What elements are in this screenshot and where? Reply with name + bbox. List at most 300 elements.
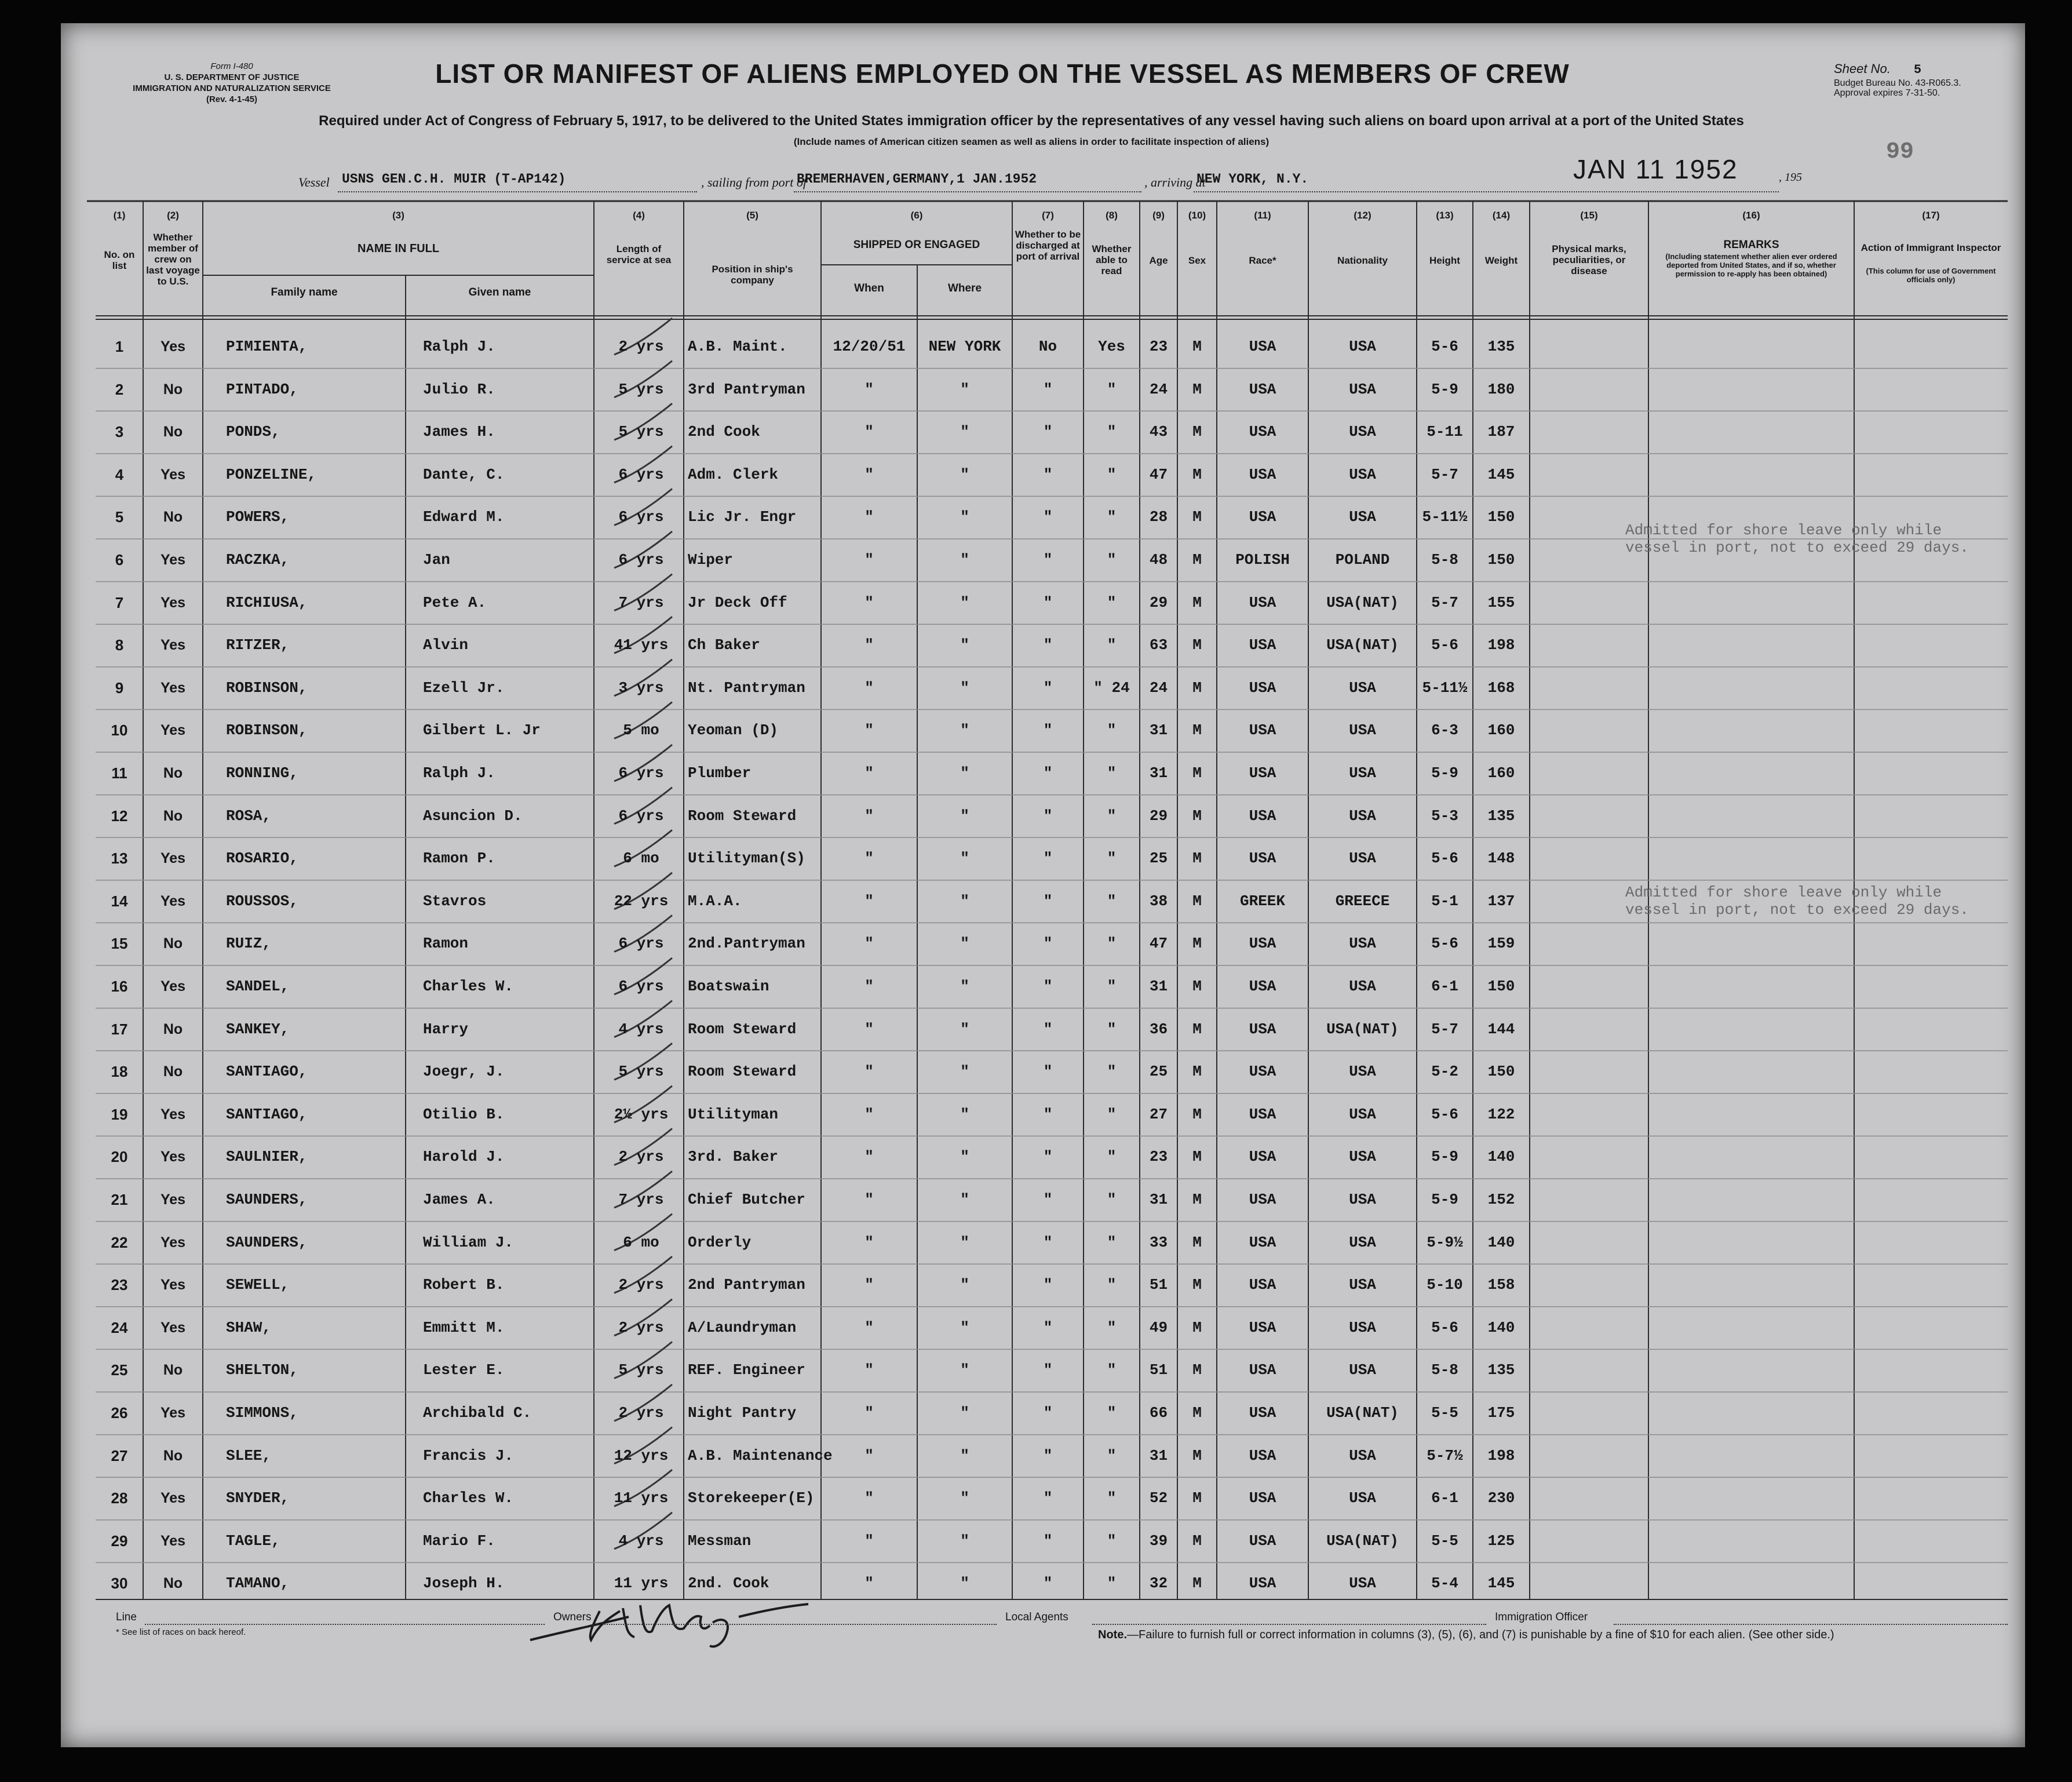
- cell-family: ROUSSOS,: [226, 892, 298, 910]
- cell-discharged: ": [1043, 1233, 1053, 1251]
- cell-position: Night Pantry: [688, 1404, 797, 1422]
- cell-service: 11 yrs: [614, 1489, 669, 1507]
- cell-age: 28: [1149, 508, 1168, 526]
- cell-no: 9: [115, 679, 124, 697]
- cell-service: 6 yrs: [618, 551, 664, 569]
- cell-sex: M: [1192, 593, 1202, 611]
- cell-no: 7: [115, 593, 124, 611]
- cell-when: ": [864, 1404, 874, 1422]
- cell-age: 51: [1149, 1276, 1168, 1294]
- cell-height: 5-9½: [1427, 1233, 1463, 1251]
- cell-family: SAUNDERS,: [226, 1191, 308, 1208]
- cell-given: Edward M.: [423, 508, 505, 526]
- cell-sex: M: [1192, 423, 1202, 441]
- cell-family: RITZER,: [226, 636, 290, 654]
- cell-family: TAMANO,: [226, 1575, 290, 1592]
- cell-read: ": [1107, 978, 1117, 995]
- sheet-number: 5: [1913, 63, 1922, 77]
- remark-row-6: Admitted for shore leave only while vessel in port, not to exceed 29 days.: [1625, 522, 1969, 556]
- cell-crew: No: [163, 807, 183, 824]
- cell-discharged: ": [1043, 935, 1053, 953]
- cell-given: William J.: [423, 1233, 514, 1251]
- cell-age: 36: [1149, 1020, 1168, 1038]
- cell-crew: Yes: [160, 722, 186, 739]
- cell-position: Wiper: [688, 551, 734, 569]
- cell-no: 19: [111, 1105, 128, 1123]
- cell-race: USA: [1249, 850, 1276, 868]
- cell-read: ": [1107, 380, 1117, 398]
- cell-position: Jr Deck Off: [688, 593, 787, 611]
- cell-position: 2nd. Cook: [688, 1575, 769, 1592]
- cell-crew: No: [163, 381, 183, 398]
- cell-service: 11 yrs: [614, 1575, 669, 1592]
- cell-height: 5-8: [1431, 1361, 1458, 1379]
- cell-where: ": [960, 1191, 969, 1208]
- cell-no: 12: [111, 807, 128, 825]
- cell-service: 6 yrs: [618, 465, 664, 483]
- cell-where: ": [960, 807, 969, 825]
- cell-service: 6 yrs: [618, 978, 664, 995]
- cell-height: 5-6: [1431, 338, 1458, 355]
- col-1-header: No. on list: [104, 249, 135, 271]
- cell-discharged: ": [1043, 850, 1053, 868]
- cell-nationality: USA: [1349, 1361, 1376, 1379]
- form-subtitle: Required under Act of Congress of February 5, 1917, to be delivered to the United States immigration officer by the representatives of any vessel having such aliens on board upon arrival at a port of the United States: [319, 113, 1744, 129]
- cell-given: Lester E.: [423, 1361, 505, 1379]
- cell-sex: M: [1192, 1020, 1202, 1038]
- cell-crew: Yes: [160, 1106, 186, 1123]
- cell-when: ": [864, 1276, 874, 1294]
- cell-sex: M: [1192, 764, 1202, 782]
- cell-discharged: ": [1043, 380, 1053, 398]
- cell-when: ": [864, 807, 874, 825]
- cell-given: James H.: [423, 423, 495, 441]
- cell-position: M.A.A.: [688, 892, 742, 910]
- footer-owners-label: Owners: [553, 1611, 592, 1623]
- cell-discharged: ": [1043, 1063, 1053, 1081]
- vessel-name: USNS GEN.C.H. MUIR (T-AP142): [342, 172, 566, 187]
- cell-position: 3rd. Baker: [688, 1148, 779, 1166]
- cell-when: ": [864, 1063, 874, 1081]
- cell-weight: 140: [1487, 1148, 1515, 1166]
- cell-no: 25: [111, 1361, 128, 1379]
- cell-crew: No: [163, 1063, 183, 1080]
- cell-when: ": [864, 1446, 874, 1464]
- cell-no: 18: [111, 1063, 128, 1081]
- cell-when: ": [864, 380, 874, 398]
- cell-nationality: USA: [1349, 935, 1376, 953]
- cell-age: 27: [1149, 1105, 1168, 1123]
- cell-age: 23: [1149, 338, 1168, 355]
- cell-service: 2 yrs: [618, 1148, 664, 1166]
- cell-weight: 150: [1487, 978, 1515, 995]
- cell-when: ": [864, 1020, 874, 1038]
- cell-given: Asuncion D.: [423, 807, 523, 825]
- cell-service: 3 yrs: [618, 679, 664, 697]
- cell-read: ": [1107, 636, 1117, 654]
- cell-height: 5-5: [1431, 1404, 1458, 1422]
- cell-sex: M: [1192, 508, 1202, 526]
- col-15-header: Physical marks, peculiarities, or disease: [1552, 243, 1626, 276]
- cell-no: 21: [111, 1191, 128, 1208]
- form-number: Form I-480: [210, 61, 253, 71]
- cell-crew: Yes: [160, 850, 186, 867]
- cell-read: ": [1107, 721, 1117, 739]
- cell-family: RACZKA,: [226, 551, 290, 569]
- cell-given: Joegr, J.: [423, 1063, 505, 1081]
- cell-age: 48: [1149, 551, 1168, 569]
- cell-read: ": [1107, 807, 1117, 825]
- cell-discharged: ": [1043, 1404, 1053, 1422]
- cell-when: 12/20/51: [833, 338, 906, 355]
- cell-where: ": [960, 1404, 969, 1422]
- cell-given: Ralph J.: [423, 764, 495, 782]
- cell-age: 47: [1149, 935, 1168, 953]
- cell-weight: 158: [1487, 1276, 1515, 1294]
- cell-discharged: ": [1043, 721, 1053, 739]
- cell-when: ": [864, 1233, 874, 1251]
- cell-race: USA: [1249, 423, 1276, 441]
- cell-crew: Yes: [160, 1234, 186, 1251]
- cell-given: Julio R.: [423, 380, 495, 398]
- col-family-header: Family name: [271, 286, 338, 298]
- col-15-number: (15): [1580, 210, 1598, 221]
- cell-no: 16: [111, 978, 128, 995]
- cell-nationality: USA(NAT): [1326, 1020, 1399, 1038]
- col-13-header: Height: [1429, 255, 1460, 266]
- cell-given: Emmitt M.: [423, 1318, 505, 1336]
- col-2-number: (2): [167, 210, 179, 221]
- cell-nationality: POLAND: [1335, 551, 1390, 569]
- cell-service: 2 yrs: [618, 1318, 664, 1336]
- cell-nationality: USA: [1349, 1276, 1376, 1294]
- cell-race: GREEK: [1239, 892, 1285, 910]
- cell-read: ": [1107, 1575, 1117, 1592]
- cell-where: ": [960, 1575, 969, 1592]
- cell-nationality: USA: [1349, 423, 1376, 441]
- cell-position: Chief Butcher: [688, 1191, 805, 1208]
- cell-crew: Yes: [160, 1490, 186, 1507]
- cell-position: Adm. Clerk: [688, 465, 779, 483]
- cell-discharged: ": [1043, 1318, 1053, 1336]
- cell-given: Mario F.: [423, 1532, 495, 1550]
- cell-family: SANTIAGO,: [226, 1063, 308, 1081]
- cell-nationality: USA: [1349, 380, 1376, 398]
- cell-sex: M: [1192, 807, 1202, 825]
- cell-sex: M: [1192, 1233, 1202, 1251]
- col-16-number: (16): [1742, 210, 1760, 221]
- cell-race: USA: [1249, 1063, 1276, 1081]
- col-17-header: Action of Immigrant Inspector: [1861, 242, 2001, 253]
- cell-crew: No: [163, 1021, 183, 1037]
- col-3-number: (3): [392, 210, 404, 221]
- cell-where: ": [960, 1063, 969, 1081]
- cell-age: 33: [1149, 1233, 1168, 1251]
- cell-age: 31: [1149, 764, 1168, 782]
- cell-read: ": [1107, 423, 1117, 441]
- cell-age: 25: [1149, 850, 1168, 868]
- cell-discharged: ": [1043, 1446, 1053, 1464]
- cell-race: USA: [1249, 636, 1276, 654]
- cell-age: 63: [1149, 636, 1168, 654]
- cell-nationality: USA(NAT): [1326, 1404, 1399, 1422]
- cell-where: ": [960, 1105, 969, 1123]
- cell-position: A.B. Maint.: [688, 338, 787, 355]
- cell-crew: Yes: [160, 679, 186, 696]
- cell-weight: 135: [1487, 1361, 1515, 1379]
- cell-service: 5 yrs: [618, 1063, 664, 1081]
- cell-discharged: ": [1043, 1532, 1053, 1550]
- cell-position: Yeoman (D): [688, 721, 779, 739]
- cell-weight: 152: [1487, 1191, 1515, 1208]
- col-4-number: (4): [633, 210, 645, 221]
- col-7-number: (7): [1042, 210, 1054, 221]
- cell-family: SHELTON,: [226, 1361, 298, 1379]
- manifest-sheet: [61, 23, 2025, 1747]
- col-6-number: (6): [910, 210, 923, 221]
- cell-nationality: USA: [1349, 1318, 1376, 1336]
- cell-race: USA: [1249, 679, 1276, 697]
- cell-height: 5-11: [1427, 423, 1463, 441]
- cell-height: 5-9: [1431, 380, 1458, 398]
- cell-family: SANDEL,: [226, 978, 290, 995]
- cell-nationality: USA: [1349, 1105, 1376, 1123]
- cell-no: 28: [111, 1489, 128, 1507]
- cell-given: Robert B.: [423, 1276, 505, 1294]
- cell-discharged: ": [1043, 1575, 1053, 1592]
- cell-where: ": [960, 593, 969, 611]
- sailing-from: BREMERHAVEN,GERMANY,1 JAN.1952: [797, 172, 1037, 187]
- cell-weight: 125: [1487, 1532, 1515, 1550]
- cell-service: 2 yrs: [618, 1276, 664, 1294]
- cell-weight: 230: [1487, 1489, 1515, 1507]
- cell-discharged: ": [1043, 1361, 1053, 1379]
- cell-when: ": [864, 508, 874, 526]
- cell-weight: 150: [1487, 1063, 1515, 1081]
- vessel-label: Vessel: [298, 175, 330, 190]
- cell-age: 31: [1149, 721, 1168, 739]
- cell-nationality: USA: [1349, 465, 1376, 483]
- cell-family: RUIZ,: [226, 935, 272, 953]
- cell-nationality: USA: [1349, 338, 1376, 355]
- cell-given: Jan: [423, 551, 450, 569]
- cell-nationality: USA: [1349, 1191, 1376, 1208]
- penalty-note: [1098, 1628, 1834, 1642]
- cell-weight: 180: [1487, 380, 1515, 398]
- cell-nationality: USA: [1349, 1446, 1376, 1464]
- cell-race: USA: [1249, 1446, 1276, 1464]
- cell-family: SANTIAGO,: [226, 1105, 308, 1123]
- cell-no: 20: [111, 1148, 128, 1166]
- cell-when: ": [864, 465, 874, 483]
- owner-signature: [519, 1576, 878, 1657]
- cell-weight: 145: [1487, 465, 1515, 483]
- cell-weight: 150: [1487, 508, 1515, 526]
- cell-discharged: ": [1043, 764, 1053, 782]
- cell-crew: Yes: [160, 1405, 186, 1421]
- cell-nationality: USA: [1349, 978, 1376, 995]
- cell-nationality: GREECE: [1335, 892, 1390, 910]
- cell-height: 5-8: [1431, 551, 1458, 569]
- cell-where: ": [960, 764, 969, 782]
- col-16-header: REMARKS: [1723, 239, 1779, 251]
- cell-service: 6 yrs: [618, 935, 664, 953]
- cell-read: ": [1107, 764, 1117, 782]
- cell-crew: Yes: [160, 466, 186, 483]
- cell-discharged: ": [1043, 892, 1053, 910]
- cell-age: 24: [1149, 679, 1168, 697]
- cell-given: Alvin: [423, 636, 469, 654]
- cell-given: Dante, C.: [423, 465, 505, 483]
- cell-no: 24: [111, 1318, 128, 1336]
- cell-when: ": [864, 935, 874, 953]
- cell-sex: M: [1192, 721, 1202, 739]
- cell-weight: 140: [1487, 1318, 1515, 1336]
- cell-nationality: USA: [1349, 1489, 1376, 1507]
- cell-read: ": [1107, 1318, 1117, 1336]
- cell-sex: M: [1192, 679, 1202, 697]
- cell-service: 2½ yrs: [614, 1105, 669, 1123]
- cell-race: USA: [1249, 1489, 1276, 1507]
- service-name: IMMIGRATION AND NATURALIZATION SERVICE: [133, 83, 331, 93]
- cell-race: USA: [1249, 1105, 1276, 1123]
- cell-no: 5: [115, 508, 124, 526]
- cell-weight: 137: [1487, 892, 1515, 910]
- cell-sex: M: [1192, 1148, 1202, 1166]
- remark-row-14: Admitted for shore leave only while vessel in port, not to exceed 29 days.: [1625, 884, 1969, 919]
- cell-weight: 144: [1487, 1020, 1515, 1038]
- cell-age: 31: [1149, 978, 1168, 995]
- cell-family: SAULNIER,: [226, 1148, 308, 1166]
- footer-officer-label: Immigration Officer: [1495, 1611, 1588, 1623]
- cell-no: 15: [111, 935, 128, 953]
- cell-race: USA: [1249, 465, 1276, 483]
- cell-crew: Yes: [160, 1277, 186, 1293]
- cell-read: ": [1107, 593, 1117, 611]
- cell-height: 6-1: [1431, 1489, 1458, 1507]
- cell-family: SHAW,: [226, 1318, 272, 1336]
- cell-sex: M: [1192, 338, 1202, 355]
- cell-when: ": [864, 721, 874, 739]
- cell-no: 8: [115, 636, 124, 654]
- cell-sex: M: [1192, 1318, 1202, 1336]
- col-given-header: Given name: [468, 286, 531, 298]
- cell-sex: M: [1192, 1191, 1202, 1208]
- cell-where: ": [960, 892, 969, 910]
- cell-service: 2 yrs: [618, 338, 664, 355]
- cell-sex: M: [1192, 892, 1202, 910]
- cell-height: 5-3: [1431, 807, 1458, 825]
- cell-service: 6 yrs: [618, 764, 664, 782]
- cell-sex: M: [1192, 1575, 1202, 1592]
- cell-weight: 135: [1487, 807, 1515, 825]
- col-14-header: Weight: [1484, 255, 1518, 266]
- cell-age: 51: [1149, 1361, 1168, 1379]
- col-5-number: (5): [746, 210, 758, 221]
- cell-family: SIMMONS,: [226, 1404, 298, 1422]
- cell-position: A.B. Maintenance: [688, 1446, 833, 1464]
- cell-position: Ch Baker: [688, 636, 760, 654]
- col-3-header: NAME IN FULL: [357, 242, 440, 255]
- cell-weight: 145: [1487, 1575, 1515, 1592]
- cell-service: 7 yrs: [618, 593, 664, 611]
- cell-given: Harold J.: [423, 1148, 505, 1166]
- cell-height: 5-6: [1431, 1318, 1458, 1336]
- cell-race: USA: [1249, 978, 1276, 995]
- cell-age: 39: [1149, 1532, 1168, 1550]
- cell-discharged: ": [1043, 978, 1053, 995]
- cell-age: 31: [1149, 1191, 1168, 1208]
- cell-height: 5-7½: [1427, 1446, 1463, 1464]
- cell-no: 26: [111, 1404, 128, 1422]
- cell-read: ": [1107, 1489, 1117, 1507]
- cell-height: 5-9: [1431, 764, 1458, 782]
- arriving-at: NEW YORK, N.Y.: [1196, 172, 1309, 187]
- cell-discharged: ": [1043, 593, 1053, 611]
- cell-read: ": [1107, 1148, 1117, 1166]
- cell-crew: No: [163, 935, 183, 952]
- cell-weight: 135: [1487, 338, 1515, 355]
- cell-when: ": [864, 978, 874, 995]
- form-identifier: [104, 61, 359, 105]
- cell-position: Boatswain: [688, 978, 769, 995]
- cell-read: ": [1107, 1361, 1117, 1379]
- cell-read: ": [1107, 1105, 1117, 1123]
- cell-crew: Yes: [160, 892, 186, 909]
- cell-position: Lic Jr. Engr: [688, 508, 797, 526]
- cell-read: ": [1107, 1532, 1117, 1550]
- cell-read: ": [1107, 1276, 1117, 1294]
- cell-nationality: USA: [1349, 1148, 1376, 1166]
- cell-race: USA: [1249, 1318, 1276, 1336]
- col-10-header: Sex: [1188, 255, 1206, 266]
- cell-crew: No: [163, 1575, 183, 1592]
- cell-where: ": [960, 465, 969, 483]
- cell-age: 43: [1149, 423, 1168, 441]
- cell-race: USA: [1249, 764, 1276, 782]
- col-17-number: (17): [1922, 210, 1940, 221]
- cell-position: Nt. Pantryman: [688, 679, 805, 697]
- cell-when: ": [864, 423, 874, 441]
- cell-given: Stavros: [423, 892, 487, 910]
- cell-no: 17: [111, 1020, 128, 1038]
- cell-where: ": [960, 935, 969, 953]
- cell-no: 14: [111, 892, 128, 910]
- cell-weight: 159: [1487, 935, 1515, 953]
- cell-when: ": [864, 679, 874, 697]
- cell-where: ": [960, 380, 969, 398]
- cell-family: RICHIUSA,: [226, 593, 308, 611]
- cell-where: ": [960, 679, 969, 697]
- cell-read: ": [1107, 1233, 1117, 1251]
- cell-service: 6 yrs: [618, 508, 664, 526]
- cell-discharged: ": [1043, 423, 1053, 441]
- cell-service: 4 yrs: [618, 1020, 664, 1038]
- cell-age: 38: [1149, 892, 1168, 910]
- cell-family: TAGLE,: [226, 1532, 280, 1550]
- cell-weight: 198: [1487, 636, 1515, 654]
- cell-height: 5-7: [1431, 1020, 1458, 1038]
- cell-height: 6-1: [1431, 978, 1458, 995]
- cell-no: 30: [111, 1575, 128, 1592]
- cell-position: Room Steward: [688, 1020, 797, 1038]
- cell-nationality: USA: [1349, 764, 1376, 782]
- cell-crew: No: [163, 424, 183, 440]
- cell-when: ": [864, 1361, 874, 1379]
- cell-race: USA: [1249, 380, 1276, 398]
- cell-weight: 168: [1487, 679, 1515, 697]
- cell-height: 5-9: [1431, 1191, 1458, 1208]
